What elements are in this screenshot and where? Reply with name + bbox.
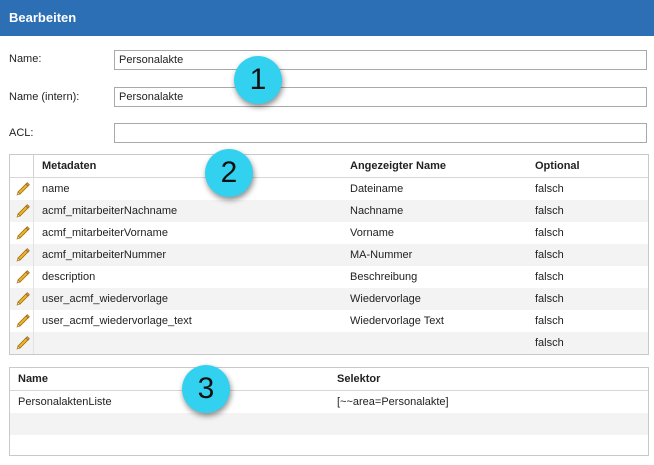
column-header-selektor[interactable]: Selektor xyxy=(337,373,381,385)
row-icon-cell xyxy=(10,200,34,222)
column-header-metadaten[interactable]: Metadaten xyxy=(42,160,97,172)
metadata-row[interactable] xyxy=(10,222,648,244)
optional-cell: falsch xyxy=(535,249,564,261)
callout-badge-1: 1 xyxy=(234,56,282,104)
optional-cell: falsch xyxy=(535,271,564,283)
pencil-icon[interactable] xyxy=(15,269,31,285)
optional-cell: falsch xyxy=(535,227,564,239)
angezeigter-name-cell: Beschreibung xyxy=(350,271,418,283)
acl-input[interactable] xyxy=(114,123,647,143)
callout-badge-2: 2 xyxy=(205,149,253,197)
metadata-row[interactable] xyxy=(10,244,648,266)
metadata-table xyxy=(9,154,649,355)
pencil-icon[interactable] xyxy=(15,335,31,351)
metadata-row[interactable] xyxy=(10,266,648,288)
metadaten-cell: description xyxy=(42,271,96,283)
optional-cell: falsch xyxy=(535,183,564,195)
metadaten-cell: acmf_mitarbeiterNummer xyxy=(42,249,167,261)
metadata-row[interactable] xyxy=(10,310,648,332)
callout-badge-3: 3 xyxy=(182,365,230,413)
metadaten-cell: user_acmf_wiedervorlage_text xyxy=(42,315,192,327)
pencil-icon[interactable] xyxy=(15,291,31,307)
row-icon-cell xyxy=(10,310,34,332)
row-icon-cell xyxy=(10,288,34,310)
metadata-row[interactable] xyxy=(10,178,648,200)
row-icon-cell xyxy=(10,332,34,354)
intern-name-label: Name (intern): xyxy=(9,91,80,103)
optional-cell: falsch xyxy=(535,315,564,327)
window-title: Bearbeiten xyxy=(0,0,654,36)
name-label: Name: xyxy=(9,53,42,65)
empty-row xyxy=(10,413,648,435)
optional-cell: falsch xyxy=(535,205,564,217)
metadaten-cell: user_acmf_wiedervorlage xyxy=(42,293,168,305)
angezeigter-name-cell: MA-Nummer xyxy=(350,249,413,261)
metadaten-cell: acmf_mitarbeiterVorname xyxy=(42,227,168,239)
column-header-angezeigter-name[interactable]: Angezeigter Name xyxy=(350,160,446,172)
pencil-icon[interactable] xyxy=(15,313,31,329)
metadata-row[interactable] xyxy=(10,332,648,354)
selector-row[interactable] xyxy=(10,391,648,413)
column-header-optional[interactable]: Optional xyxy=(535,160,580,172)
pencil-icon[interactable] xyxy=(15,181,31,197)
acl-label: ACL: xyxy=(9,127,34,139)
angezeigter-name-cell: Wiedervorlage Text xyxy=(350,315,444,327)
angezeigter-name-cell: Wiedervorlage xyxy=(350,293,421,305)
pencil-icon[interactable] xyxy=(15,203,31,219)
selector-table-header xyxy=(10,368,648,391)
optional-cell: falsch xyxy=(535,293,564,305)
metadaten-cell: acmf_mitarbeiterNachname xyxy=(42,205,178,217)
metadata-table-header xyxy=(10,155,648,178)
column-header-name[interactable]: Name xyxy=(18,373,48,385)
angezeigter-name-cell: Dateiname xyxy=(350,183,404,195)
row-icon-cell xyxy=(10,266,34,288)
row-icon-cell xyxy=(10,222,34,244)
row-icon-cell xyxy=(10,244,34,266)
intern-name-input[interactable] xyxy=(114,87,647,107)
selector-name-cell: PersonalaktenListe xyxy=(18,396,112,408)
angezeigter-name-cell: Vorname xyxy=(350,227,395,239)
header-icon-column xyxy=(10,155,34,177)
row-icon-cell xyxy=(10,178,34,200)
metadata-row[interactable] xyxy=(10,200,648,222)
metadata-row[interactable] xyxy=(10,288,648,310)
pencil-icon[interactable] xyxy=(15,247,31,263)
optional-cell: falsch xyxy=(535,337,564,349)
name-input[interactable] xyxy=(114,50,647,70)
metadaten-cell: name xyxy=(42,183,70,195)
angezeigter-name-cell: Nachname xyxy=(350,205,404,217)
selector-table xyxy=(9,367,649,456)
pencil-icon[interactable] xyxy=(15,225,31,241)
selector-value-cell: [~~area=Personalakte] xyxy=(337,396,449,408)
